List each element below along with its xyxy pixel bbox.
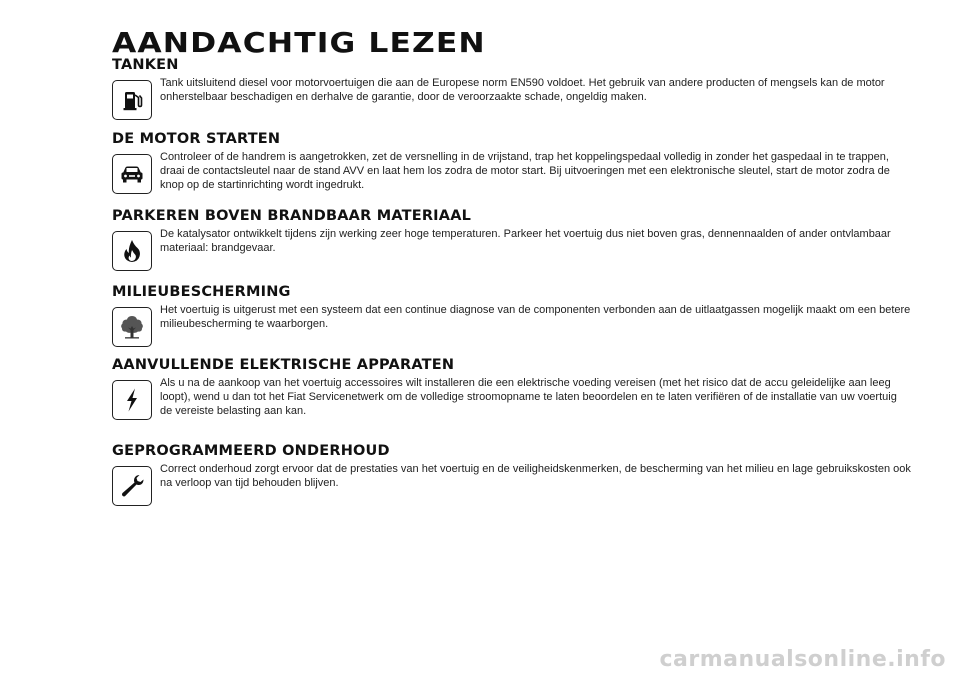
section-environment bbox=[112, 283, 912, 331]
section-body bbox=[112, 376, 912, 418]
section-parking-flammable bbox=[112, 207, 912, 255]
section-body bbox=[112, 150, 912, 192]
section-body bbox=[112, 76, 912, 104]
watermark: carmanualsonline.info bbox=[659, 647, 946, 672]
section-heading: TANKEN bbox=[112, 57, 179, 73]
section-text: Tank uitsluitend diesel voor motorvoertuigen die aan de Europese norm EN590 voldoet. Het gebruik van andere producten of mengsels kan de motor onherstelbaar beschadigen en derhalve de garantie, door de veroorzaakte schade, ongeldig maken. bbox=[160, 77, 885, 103]
lightning-icon bbox=[112, 380, 152, 420]
section-electrical-devices bbox=[112, 356, 912, 418]
section-text: Correct onderhoud zorgt ervoor dat de prestaties van het voertuig en de veiligheidskenmerken, de bescherming van het milieu en lage gebruikskosten ook na verloop van tijd behouden blijven. bbox=[160, 463, 911, 489]
page-title: AANDACHTIG LEZEN bbox=[112, 26, 486, 59]
fuel-pump-icon bbox=[112, 80, 152, 120]
section-text: De katalysator ontwikkelt tijdens zijn werking zeer hoge temperaturen. Parkeer het voertuig dus niet boven gras, dennennaalden of ander ontvlambaar materiaal: brandgevaar. bbox=[160, 228, 891, 254]
wrench-icon bbox=[112, 466, 152, 506]
section-body bbox=[112, 227, 912, 255]
section-body bbox=[112, 303, 912, 331]
section-text: Controleer of de handrem is aangetrokken, zet de versnelling in de vrijstand, trap het koppelingspedaal volledig in zonder het gaspedaal in te trappen, draai de contactsleutel naar de stand AVV en laat hem los zodra de motor start. Bij uitvoeringen met een elektronische sleutel, start de motor zodra de knop op de startinrichting wordt ingedrukt. bbox=[160, 151, 890, 191]
tree-icon bbox=[112, 307, 152, 347]
section-heading: DE MOTOR STARTEN bbox=[112, 131, 281, 147]
section-heading: GEPROGRAMMEERD ONDERHOUD bbox=[112, 443, 390, 459]
section-body bbox=[112, 462, 912, 490]
car-icon bbox=[112, 154, 152, 194]
section-refueling bbox=[112, 56, 912, 104]
section-heading: PARKEREN BOVEN BRANDBAAR MATERIAAL bbox=[112, 208, 472, 224]
section-maintenance bbox=[112, 442, 912, 490]
flame-icon bbox=[112, 231, 152, 271]
section-text: Als u na de aankoop van het voertuig accessoires wilt installeren die een elektrische voeding vereisen (met het risico dat de accu geleidelijke aan leeg loopt), wend u dan tot het Fiat Servicenetwerk om de volledige stroomopname te laten beoordelen en te laten verifiëren of de installatie van uw voertuig de vereiste belasting aan kan. bbox=[160, 377, 897, 417]
section-heading: MILIEUBESCHERMING bbox=[112, 284, 291, 300]
section-heading: AANVULLENDE ELEKTRISCHE APPARATEN bbox=[112, 357, 455, 373]
section-engine-start bbox=[112, 130, 912, 192]
section-text: Het voertuig is uitgerust met een systeem dat een continue diagnose van de componenten verbonden aan de uitlaatgassen mogelijk maakt om een betere milieubescherming te waarborgen. bbox=[160, 304, 911, 330]
